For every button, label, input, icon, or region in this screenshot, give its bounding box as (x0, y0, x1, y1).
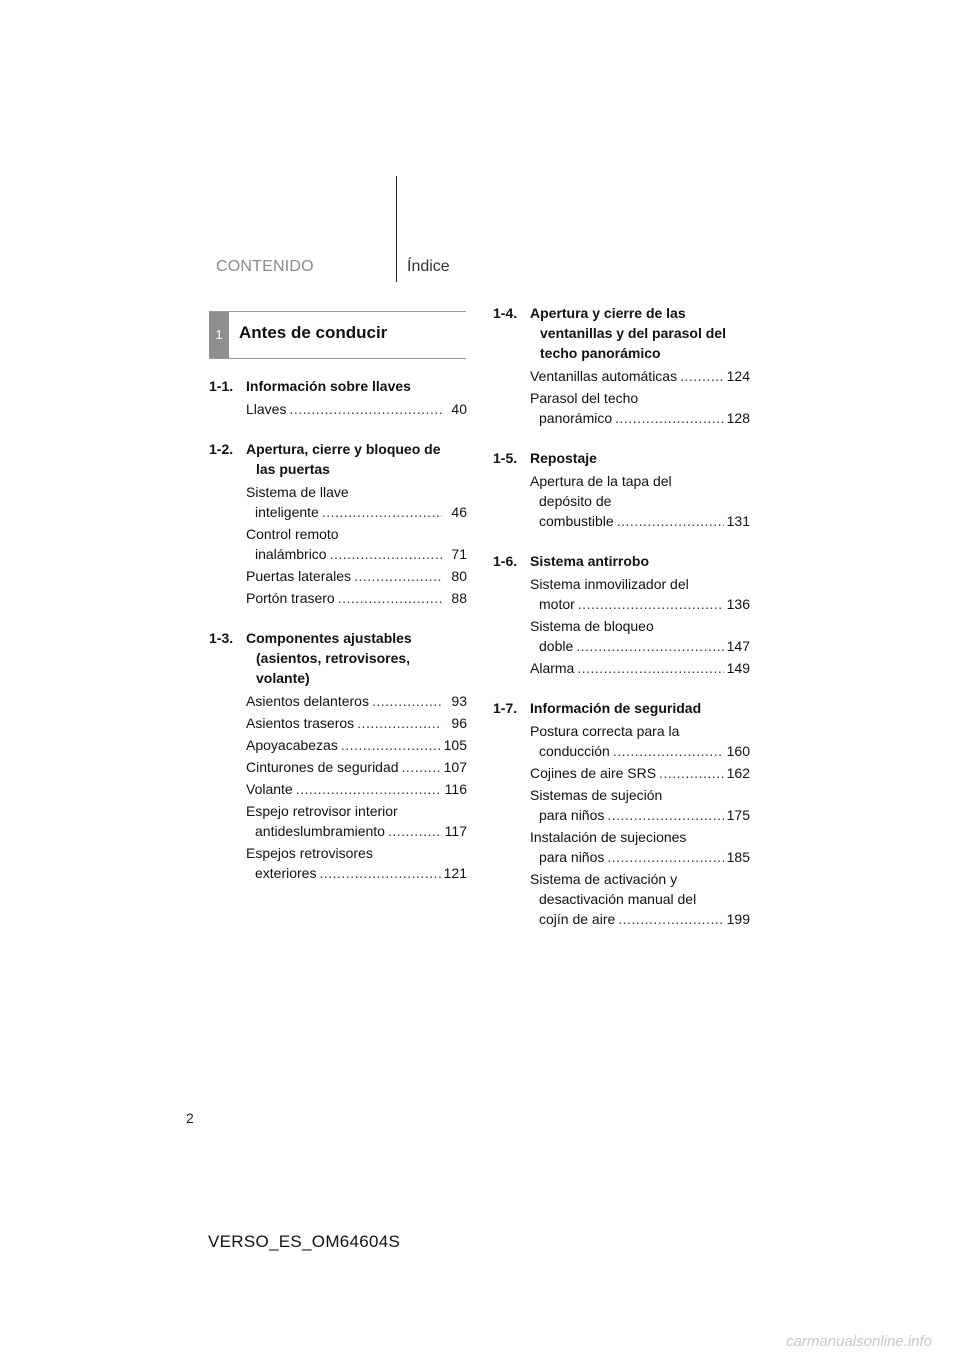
section-header (209, 311, 466, 359)
toc-entry[interactable] (246, 779, 467, 799)
dot-leader (322, 502, 442, 522)
toc-entry-text: inalámbrico (255, 546, 327, 562)
dot-leader (607, 805, 723, 825)
toc-entry-text: Portón trasero (246, 590, 335, 606)
dot-leader (402, 757, 441, 777)
toc-entry-page: 175 (726, 807, 750, 823)
toc-entry-text: Volante (246, 781, 293, 797)
toc-entry-text: antideslumbramiento (255, 823, 385, 839)
dot-leader (372, 691, 442, 711)
toc-group-title-text (520, 448, 750, 468)
toc-entry-line (530, 741, 750, 761)
toc-entry-text: cojín de aire (539, 911, 616, 927)
toc-entry-line (530, 847, 750, 867)
toc-entry-line (246, 399, 467, 419)
toc-entry-text: Postura correcta para la (530, 723, 680, 739)
toc-entry-text: Asientos delanteros (246, 693, 369, 709)
toc-entry-line (246, 588, 467, 608)
toc-group-number: 1-3. (209, 630, 234, 646)
toc-entry-line (246, 863, 467, 883)
toc-entry-line (246, 524, 467, 544)
toc-entry[interactable] (530, 785, 750, 825)
dot-leader (296, 779, 442, 799)
toc-entry-page: 199 (726, 911, 750, 927)
toc-group-number: 1-2. (209, 441, 234, 457)
toc-entry[interactable] (246, 843, 467, 883)
toc-entry-text: Asientos traseros (246, 715, 355, 731)
toc-group-title[interactable] (493, 303, 750, 363)
dot-leader (618, 909, 723, 929)
dot-leader (388, 821, 442, 841)
watermark: carmanualsonline.info (786, 1333, 932, 1350)
toc-group-title-line: ventanillas y del parasol del (540, 325, 726, 341)
toc-entry-line (246, 502, 467, 522)
toc-group (209, 628, 467, 883)
toc-entry-page: 185 (726, 849, 750, 865)
toc-entry-line (530, 785, 750, 805)
document-code: VERSO_ES_OM64604S (208, 1232, 401, 1251)
dot-leader (576, 636, 723, 656)
toc-entry-line (530, 636, 750, 656)
toc-entry-line (530, 909, 750, 929)
toc-entry-text: Sistema de bloqueo (530, 618, 654, 634)
toc-entry-text: Apertura de la tapa del (530, 473, 672, 489)
toc-group-title[interactable] (209, 628, 467, 688)
dot-leader (613, 741, 724, 761)
toc-entry-text: exteriores (255, 865, 317, 881)
contents-link[interactable]: CONTENIDO (216, 258, 314, 275)
index-link[interactable]: Índice (407, 258, 450, 275)
toc-entry[interactable] (246, 482, 467, 522)
dot-leader (577, 658, 723, 678)
toc-group-title-line: Repostaje (530, 450, 597, 466)
toc-entry-page: 160 (726, 743, 750, 759)
toc-entry[interactable] (530, 827, 750, 867)
toc-entry-line (530, 721, 750, 741)
toc-group-title-line: las puertas (256, 461, 330, 477)
toc-group-title[interactable] (209, 439, 467, 479)
toc-entry-line (246, 821, 467, 841)
toc-entry[interactable] (246, 757, 467, 777)
dot-leader (615, 408, 723, 428)
toc-entry-page: 80 (451, 568, 467, 584)
toc-entry-text: desactivación manual del (539, 891, 697, 907)
toc-group (209, 439, 467, 608)
toc-entry[interactable] (246, 588, 467, 608)
toc-entry[interactable] (530, 658, 750, 678)
toc-group-title[interactable] (209, 376, 467, 396)
toc-entry-page: 121 (443, 865, 467, 881)
toc-entry[interactable] (246, 801, 467, 841)
toc-group-number: 1-7. (493, 700, 518, 716)
toc-entry-line (246, 779, 467, 799)
toc-entry-page: 136 (726, 596, 750, 612)
toc-entry-line (530, 471, 750, 491)
toc-entry-text: combustible (539, 513, 614, 529)
toc-group (493, 303, 750, 428)
toc-entry[interactable] (530, 574, 750, 614)
toc-entry-line (530, 805, 750, 825)
toc-entry-text: doble (539, 638, 574, 654)
toc-entry-line (246, 843, 467, 863)
toc-group-title-line: Información de seguridad (530, 700, 702, 716)
toc-entry-line (530, 869, 750, 889)
toc-group-title[interactable] (493, 698, 750, 718)
toc-column-right (493, 303, 750, 949)
toc-group-title-text (520, 698, 750, 718)
dot-leader (338, 588, 442, 608)
dot-leader (680, 366, 724, 386)
toc-entry[interactable] (246, 399, 467, 419)
toc-entry-text: Instalación de sujeciones (530, 829, 687, 845)
toc-entry-text: inteligente (255, 504, 319, 520)
dot-leader (289, 399, 442, 419)
toc-group (493, 698, 750, 929)
toc-group-title-text (520, 303, 750, 363)
toc-entry[interactable] (530, 366, 750, 386)
dot-leader (578, 594, 724, 614)
toc-entry-line (246, 801, 467, 821)
toc-entry-line (530, 616, 750, 636)
toc-entry-page: 147 (726, 638, 750, 654)
toc-entry-text: para niños (539, 849, 605, 865)
toc-entry-page: 93 (451, 693, 467, 709)
toc-entry-line (246, 713, 467, 733)
toc-entry-page: 46 (451, 504, 467, 520)
toc-entry-page: 128 (726, 410, 750, 426)
toc-group-title-line: Componentes ajustables (246, 630, 412, 646)
dot-leader (617, 511, 724, 531)
toc-entry-text: Control remoto (246, 526, 339, 542)
toc-entry-page: 131 (726, 513, 750, 529)
section-title: Antes de conducir (239, 323, 388, 342)
toc-entry[interactable] (246, 735, 467, 755)
toc-entry-text: conducción (539, 743, 610, 759)
toc-entry-line (530, 889, 750, 909)
toc-group-title[interactable] (493, 551, 750, 571)
toc-entry-line (530, 658, 750, 678)
toc-entry-text: Sistema inmovilizador del (530, 576, 689, 592)
toc-entry-page: 162 (726, 765, 750, 781)
toc-group (493, 448, 750, 531)
toc-entry-page: 107 (443, 759, 467, 775)
toc-entry-line (530, 408, 750, 428)
toc-entry-text: Puertas laterales (246, 568, 352, 584)
toc-group-title-line: volante) (256, 670, 310, 686)
toc-entry-text: para niños (539, 807, 605, 823)
toc-entry[interactable] (530, 869, 750, 929)
toc-entry-line (246, 482, 467, 502)
dot-leader (354, 566, 442, 586)
toc-group-number: 1-1. (209, 378, 234, 394)
toc-entry-page: 71 (451, 546, 467, 562)
toc-entry-text: Sistema de activación y (530, 871, 678, 887)
toc-entry-line (530, 491, 750, 511)
toc-entry[interactable] (530, 616, 750, 656)
toc-entry-line (246, 691, 467, 711)
toc-group-title-text (236, 628, 467, 688)
toc-entry-text: Alarma (530, 660, 575, 676)
dot-leader (319, 863, 440, 883)
toc-entry-line (530, 388, 750, 408)
toc-column-left (209, 376, 467, 903)
toc-entry-line (246, 735, 467, 755)
toc-entry-text: motor (539, 596, 575, 612)
toc-entry-text: Llaves (246, 401, 287, 417)
toc-group-title-line: Apertura y cierre de las (530, 305, 686, 321)
toc-group (209, 376, 467, 419)
toc-group-number: 1-6. (493, 553, 518, 569)
toc-entry-text: Sistema de llave (246, 484, 349, 500)
dot-leader (607, 847, 723, 867)
toc-entry-text: Cojines de aire SRS (530, 765, 657, 781)
toc-entry[interactable] (530, 763, 750, 783)
toc-entry-text: Ventanillas automáticas (530, 368, 678, 384)
toc-entry-text: Parasol del techo (530, 390, 639, 406)
toc-entry-line (530, 763, 750, 783)
toc-entry[interactable] (530, 388, 750, 428)
toc-entry-text: panorámico (539, 410, 613, 426)
toc-entry[interactable] (530, 721, 750, 761)
toc-group-number: 1-5. (493, 450, 518, 466)
toc-group-title-line: Apertura, cierre y bloqueo de (246, 441, 441, 457)
dot-leader (659, 763, 724, 783)
toc-entry-text: Espejo retrovisor interior (246, 803, 398, 819)
toc-entry-line (530, 511, 750, 531)
toc-group-title-text (236, 439, 467, 479)
toc-entry-page: 117 (444, 823, 467, 839)
toc-entry[interactable] (530, 471, 750, 531)
toc-entry-page: 40 (451, 401, 467, 417)
toc-group-title-text (236, 376, 467, 396)
dot-leader (330, 544, 442, 564)
toc-entry[interactable] (246, 713, 467, 733)
toc-entry-line (246, 757, 467, 777)
toc-entry-page: 149 (726, 660, 750, 676)
toc-group-title-text (520, 551, 750, 571)
dot-leader (341, 735, 441, 755)
toc-group-title-line: techo panorámico (540, 345, 661, 361)
toc-entry-page: 116 (444, 781, 467, 797)
toc-entry[interactable] (246, 691, 467, 711)
toc-entry-text: Cinturones de seguridad (246, 759, 399, 775)
toc-entry-line (530, 827, 750, 847)
toc-entry-page: 88 (451, 590, 467, 606)
toc-group-title-line: Sistema antirrobo (530, 553, 650, 569)
toc-group-number: 1-4. (493, 305, 518, 321)
toc-group-title[interactable] (493, 448, 750, 468)
toc-group (493, 551, 750, 678)
toc-entry-line (246, 544, 467, 564)
toc-entry-text: Sistemas de sujeción (530, 787, 663, 803)
toc-group-title-line: Información sobre llaves (246, 378, 411, 394)
toc-entry[interactable] (246, 566, 467, 586)
page-number: 2 (186, 1110, 194, 1126)
dot-leader (357, 713, 442, 733)
toc-entry[interactable] (246, 524, 467, 564)
toc-entry-text: depósito de (539, 493, 612, 509)
toc-entry-line (530, 574, 750, 594)
toc-entry-page: 105 (443, 737, 467, 753)
toc-entry-text: Espejos retrovisores (246, 845, 373, 861)
toc-entry-page: 124 (726, 368, 750, 384)
toc-entry-page: 96 (451, 715, 467, 731)
toc-entry-text: Apoyacabezas (246, 737, 338, 753)
toc-entry-line (530, 366, 750, 386)
toc-entry-line (246, 566, 467, 586)
toc-entry-line (530, 594, 750, 614)
toc-group-title-line: (asientos, retrovisores, (256, 650, 411, 666)
section-number-tab: 1 (209, 312, 229, 358)
nav-divider (396, 176, 397, 282)
